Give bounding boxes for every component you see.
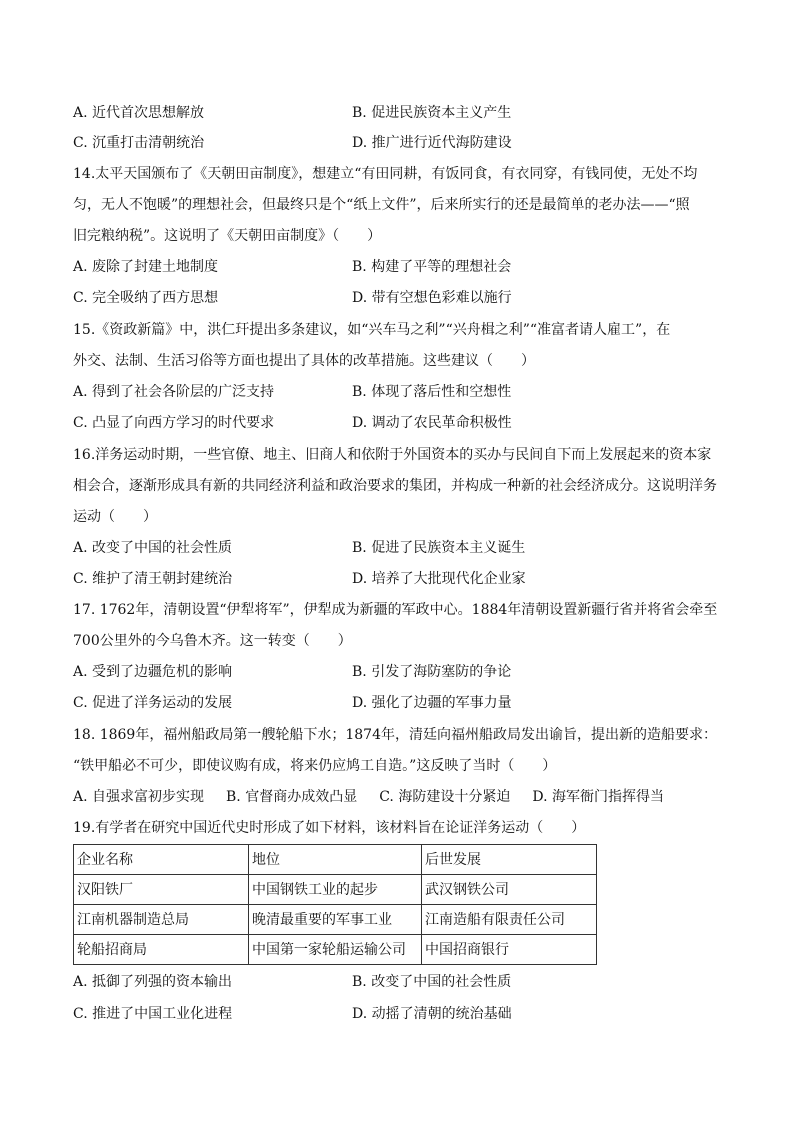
- q15-stem-line-2: 外交、法制、生活习俗等方面也提出了具体的改革措施。这些建议（ ）: [73, 353, 535, 369]
- q18-option-d[interactable]: D. 海军衙门指挥得当: [532, 789, 664, 805]
- q16-stem-line-3: 运动（ ）: [73, 509, 157, 525]
- q15-option-d[interactable]: D. 调动了农民革命积极性: [352, 415, 512, 431]
- q17-stem-line-2: 700公里外的今乌鲁木齐。这一转变（ ）: [73, 633, 352, 649]
- q16-option-d[interactable]: D. 培养了大批现代化企业家: [352, 571, 526, 587]
- q13-option-b[interactable]: B. 促进民族资本主义产生: [352, 105, 512, 121]
- table-cell: 江南机器制造总局: [74, 905, 249, 935]
- q19-option-b[interactable]: B. 改变了中国的社会性质: [352, 974, 512, 990]
- table-cell: 晚清最重要的军事工业: [249, 905, 422, 935]
- q14-option-a[interactable]: A. 废除了封建土地制度: [73, 259, 219, 275]
- table-cell: 轮船招商局: [74, 935, 249, 965]
- q17-option-d[interactable]: D. 强化了边疆的军事力量: [352, 695, 512, 711]
- q15-option-c[interactable]: C. 凸显了向西方学习的时代要求: [73, 415, 275, 431]
- q14-stem-line-2: 匀，无人不饱暖”的理想社会，但最终只是个“纸上文件”，后来所实行的还是最简单的老办法——“照: [73, 197, 690, 213]
- q17-option-c[interactable]: C. 促进了洋务运动的发展: [73, 695, 233, 711]
- q18-stem-line-2: “铁甲船必不可少，即使议购有成，将来仍应鸠工自造。”这反映了当时（ ）: [73, 758, 557, 774]
- q19-option-c[interactable]: C. 推进了中国工业化进程: [73, 1006, 233, 1022]
- table-cell: 江南造船有限责任公司: [422, 905, 597, 935]
- q17-stem-line-1: 17. 1762年，清朝设置“伊犁将军”，伊犁成为新疆的军政中心。1884年清朝设置新疆行省并将省会牵至: [73, 602, 718, 618]
- table-cell: 中国钢铁工业的起步: [249, 875, 422, 905]
- q16-option-c[interactable]: C. 维护了清王朝封建统治: [73, 571, 233, 587]
- table-cell: 中国招商银行: [422, 935, 597, 965]
- table-row: [74, 875, 597, 905]
- q14-stem-line-1: 14.太平天国颁布了《天朝田亩制度》，想建立“有田同耕，有饭同食，有衣同穿，有钱同使，无处不均: [73, 166, 698, 182]
- q15-stem-line-1: 15.《资政新篇》中，洪仁玕提出多条建议，如“兴车马之利”“兴舟楫之利”“准富者请人雇工”，在: [73, 322, 671, 338]
- q19-stem-line-1: 19.有学者在研究中国近代史时形成了如下材料，该材料旨在论证洋务运动（ ）: [73, 820, 586, 836]
- table-header-cell: 企业名称: [74, 845, 249, 875]
- q16-stem-line-1: 16.洋务运动时期，一些官僚、地主、旧商人和依附于外国资本的买办与民间自下而上发展起来的资本家: [73, 447, 712, 463]
- q15-option-a[interactable]: A. 得到了社会各阶层的广泛支持: [73, 384, 275, 400]
- q16-option-a[interactable]: A. 改变了中国的社会性质: [73, 540, 233, 556]
- table-cell: 汉阳铁厂: [74, 875, 249, 905]
- q14-stem-line-3: 旧完粮纳税”。这说明了《天朝田亩制度》（ ）: [73, 228, 382, 244]
- table-header-cell: 后世发展: [422, 845, 597, 875]
- q18-options-row: [73, 787, 686, 807]
- q17-option-a[interactable]: A. 受到了边疆危机的影响: [73, 664, 233, 680]
- q19-option-a[interactable]: A. 抵御了列强的资本输出: [73, 974, 233, 990]
- q15-option-b[interactable]: B. 体现了落后性和空想性: [352, 384, 512, 400]
- q14-option-c[interactable]: C. 完全吸纳了西方思想: [73, 290, 219, 306]
- q18-option-c[interactable]: C. 海防建设十分紧迫: [379, 789, 511, 805]
- table-row: [74, 935, 597, 965]
- table-header-row: [74, 845, 597, 875]
- table-row: [74, 905, 597, 935]
- q13-option-d[interactable]: D. 推广进行近代海防建设: [352, 135, 512, 151]
- table-cell: 中国第一家轮船运输公司: [249, 935, 422, 965]
- q16-option-b[interactable]: B. 促进了民族资本主义诞生: [352, 540, 526, 556]
- q13-option-a[interactable]: A. 近代首次思想解放: [73, 105, 205, 121]
- q16-stem-line-2: 相会合，逐渐形成具有新的共同经济利益和政治要求的集团，并构成一种新的社会经济成分。这说明洋务: [73, 478, 717, 494]
- q17-option-b[interactable]: B. 引发了海防塞防的争论: [352, 664, 512, 680]
- q14-option-b[interactable]: B. 构建了平等的理想社会: [352, 259, 512, 275]
- q13-option-c[interactable]: C. 沉重打击清朝统治: [73, 135, 205, 151]
- table-header-cell: 地位: [249, 845, 422, 875]
- q14-option-d[interactable]: D. 带有空想色彩难以施行: [352, 290, 512, 306]
- q19-option-d[interactable]: D. 动摇了清朝的统治基础: [352, 1006, 512, 1022]
- q18-option-a[interactable]: A. 自强求富初步实现: [73, 789, 205, 805]
- q19-material-table: [73, 844, 597, 965]
- table-cell: 武汉钢铁公司: [422, 875, 597, 905]
- q18-option-b[interactable]: B. 官督商办成效凸显: [226, 789, 358, 805]
- q18-stem-line-1: 18. 1869年，福州船政局第一艘轮船下水；1874年，清廷向福州船政局发出谕旨，提出新的造船要求：: [73, 727, 717, 743]
